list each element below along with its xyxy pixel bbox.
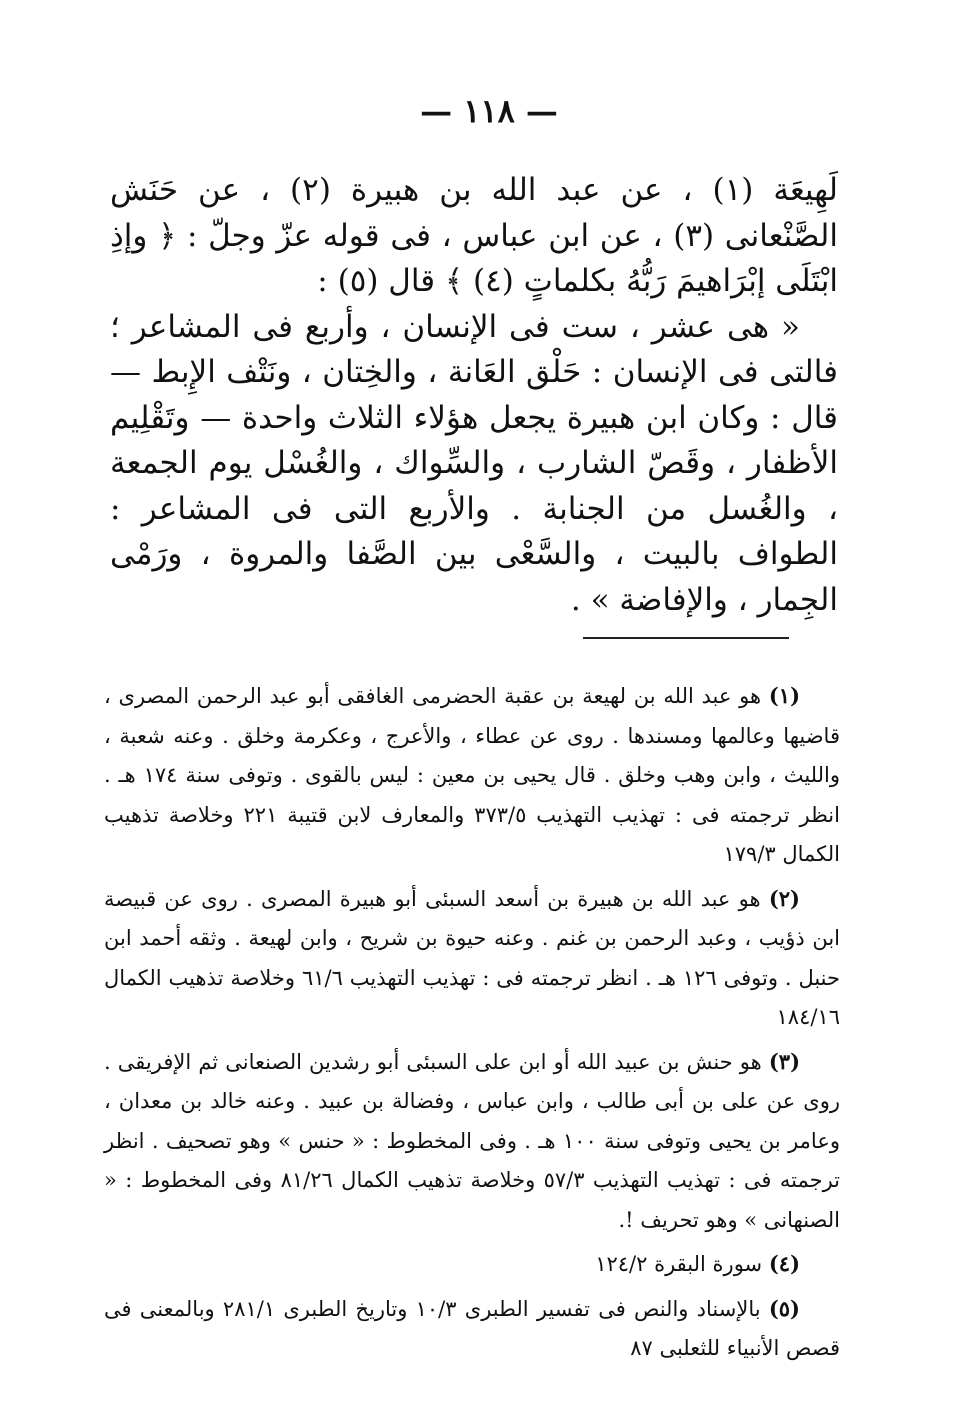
footnote-number: (٢) bbox=[768, 885, 800, 911]
footnote-text: هو عبد الله بن هبيرة بن أسعد السبئى أبو هبيرة المصرى . روى عن قبيصة ابن ذؤيب ، وعبد الرحمن بن غنم . وعنه حيوة بن شريح ، وابن لهيعة . وثقه أحمد ابن حنبل . وتوفى ١٢٦ هـ . انظر ترجمته فى : تهذيب التهذيب ٦١/٦ وخلاصة تذهيب الكمال ١٨٤/١٦ bbox=[104, 886, 840, 1029]
footnote-text: سورة البقرة ١٢٤/٢ bbox=[595, 1252, 763, 1276]
footnote-4 bbox=[104, 1244, 840, 1285]
footnote-1 bbox=[104, 676, 840, 875]
main-paragraph-hadith: « هى عشر ، ست فى الإنسان ، وأربع فى المشاعر ؛ فالتى فى الإنسان : حَلْق العَانة ، والخِتان ، ونَتْف الإِبط — قال : وكان ابن هبيرة يجعل هؤلاء الثلاث واحدة — وتَقْلِيم الأظفار ، وقَصّ الشارب ، والسِّواك ، والغُسْل يوم الجمعة ، والغُسل من الجنابة . والأربع التى فى المشاعر : الطواف بالبيت ، والسَّعْى بين الصَّفا والمروة ، ورَمْى الجِمار ، والإفاضة » . bbox=[110, 308, 838, 618]
footnote-3 bbox=[104, 1042, 840, 1241]
footnote-number: (٥) bbox=[768, 1295, 800, 1321]
footnote-number: (٣) bbox=[768, 1048, 800, 1074]
main-text bbox=[110, 168, 838, 623]
footnote-number: (١) bbox=[768, 683, 800, 708]
footnote-separator bbox=[583, 637, 789, 639]
footnote-number: (٤) bbox=[768, 1251, 800, 1276]
page-number: — ١١٨ — bbox=[420, 92, 558, 130]
footnote-text: هو عبد الله بن لهيعة بن عقبة الحضرمى الغافقى أبو عبد الرحمن المصرى ، قاضيها وعالمها ومسندها . روى عن عطاء ، والأعرج ، وعكرمة وخلق . وعنه شعبة ، والليث ، وابن وهب وخلق . قال يحيى بن معين : ليس بالقوى . وتوفى سنة ١٧٤ هـ . انظر ترجمته فى : تهذيب التهذيب ٣٧٣/٥ والمعارف لابن قتيبة ٢٢١ وخلاصة تذهيب الكمال ١٧٩/٣ bbox=[104, 684, 840, 866]
footnote-text: هو حنش بن عبيد الله أو ابن على السبئى أبو رشدين الصنعانى ثم الإفريقى . روى عن على بن أبى طالب ، وابن عباس ، وفضالة بن عبيد . وعنه خالد بن معدان ، وعامر بن يحيى وتوفى سنة ١٠٠ هـ . وفى المخطوط : « حنس » وهو تصحيف . انظر ترجمته فى : تهذيب التهذيب ٥٧/٣ وخلاصة تذهيب الكمال ٨١/٢٦ وفى المخطوط : « الصنهانى » وهو تحريف !. bbox=[104, 1049, 841, 1232]
footnote-2 bbox=[104, 879, 840, 1038]
footnote-5 bbox=[104, 1289, 840, 1369]
main-paragraph-isnad: لَهِيعَة (١) ، عن عبد الله بن هبيرة (٢) ، عن حَنَش الصَّنْعانى (٣) ، عن ابن عباس ، فى قوله عزّ وجلّ : ﴿ وإذِ ابْتَلَى إبْرَاهيمَ رَبُّهُ بكلماتٍ (٤) ﴾ قال (٥) : bbox=[110, 172, 838, 299]
footnotes bbox=[104, 676, 840, 1373]
footnote-text: بالإسناد والنص فى تفسير الطبرى ١٠/٣ وتاريخ الطبرى ٢٨١/١ وبالمعنى فى قصص الأنبياء للثعلبى ٨٧ bbox=[104, 1296, 840, 1360]
